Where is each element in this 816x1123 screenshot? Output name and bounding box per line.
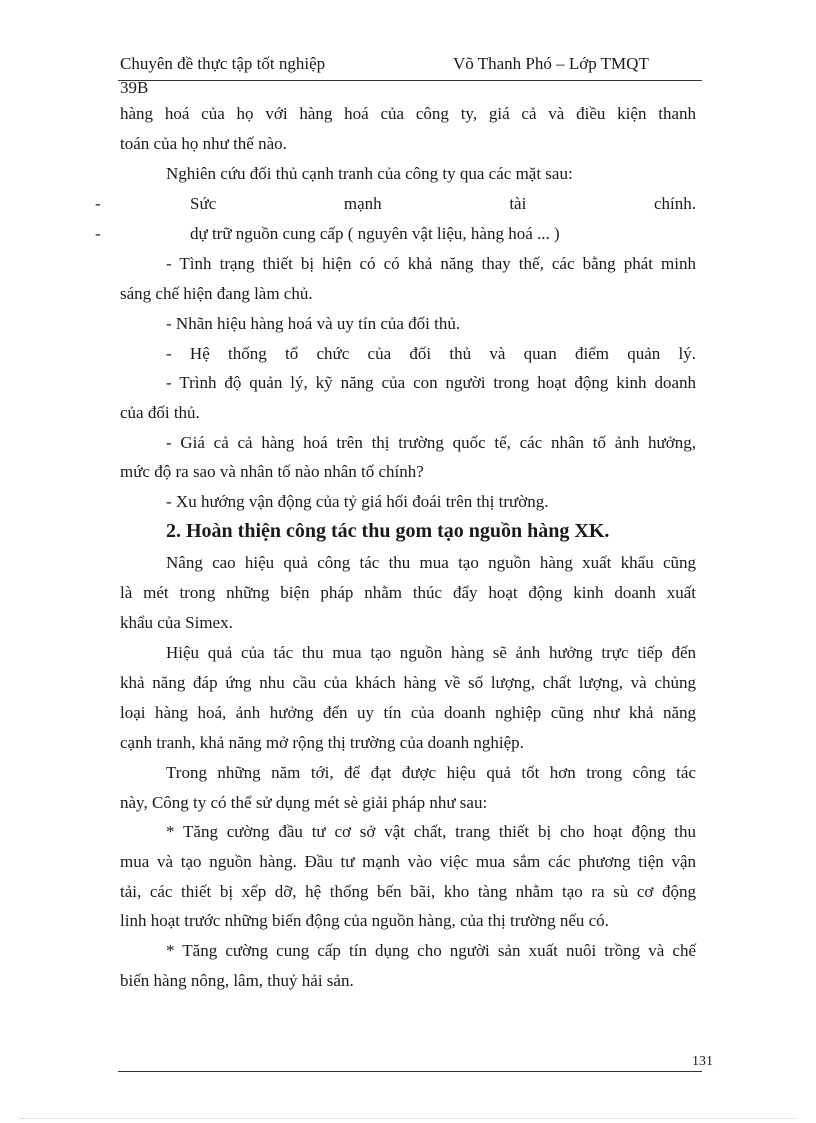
paragraph-line: Nâng cao hiệu quả công tác thu mua tạo nguồn hàng xuất khẩu cũng xyxy=(166,553,696,572)
list-item: - Nhãn hiệu hàng hoá và uy tín của đối thủ. xyxy=(166,314,461,333)
paragraph-line: này, Công ty có thể sử dụng mét sè giải pháp như sau: xyxy=(120,793,488,812)
paragraph-line: Trong những năm tới, để đạt được hiệu quả tốt hơn trong công tác xyxy=(166,763,696,782)
paragraph-line: * Tăng cường cung cấp tín dụng cho người sản xuất nuôi trồng và chế xyxy=(166,941,696,960)
paragraph-line: Nghiên cứu đối thủ cạnh tranh của công ty qua các mặt sau: xyxy=(166,164,573,183)
header-title: Chuyên đề thực tập tốt nghiệp xyxy=(120,54,326,73)
header-class-continuation: 39B xyxy=(120,78,149,97)
paragraph-line: tải, các thiết bị xếp dỡ, hệ thống bến bãi, kho tàng nhằm tạo ra sù cơ động xyxy=(120,882,696,901)
paragraph-line: của đối thủ. xyxy=(120,403,200,422)
list-item: dự trữ nguồn cung cấp ( nguyên vật liệu, hàng hoá ... ) xyxy=(190,224,560,243)
list-item: - Trình độ quản lý, kỹ năng của con người trong hoạt động kinh doanh xyxy=(166,373,696,392)
list-item: - Giá cả cả hàng hoá trên thị trường quốc tế, các nhân tố ảnh hưởng, xyxy=(166,433,696,452)
header-rule xyxy=(118,80,702,81)
footer-rule xyxy=(118,1071,702,1072)
list-item: - Hệ thống tổ chức của đối thủ và quan điểm quản lý. xyxy=(166,344,696,363)
paragraph-line: hàng hoá của họ với hàng hoá của công ty, giá cả và điều kiện thanh xyxy=(120,104,696,123)
paragraph-line: mua và tạo nguồn hàng. Đầu tư mạnh vào việc mua sắm các phương tiện vận xyxy=(120,852,696,871)
list-item: Sức mạnh tài chính. xyxy=(190,194,696,213)
paragraph-line: mức độ ra sao và nhân tố nào nhân tố chính? xyxy=(120,462,424,481)
paragraph-line: linh hoạt trước những biến động của nguồn hàng, của thị trường nếu có. xyxy=(120,911,609,930)
list-dash: - xyxy=(95,194,101,213)
header-author: Võ Thanh Phó – Lớp TMQT xyxy=(453,54,649,73)
paragraph-line: toán của họ như thế nào. xyxy=(120,134,287,153)
paragraph-line: cạnh tranh, khả năng mở rộng thị trường của doanh nghiệp. xyxy=(120,733,524,752)
paragraph-line: sáng chế hiện đang làm chủ. xyxy=(120,284,313,303)
paragraph-line: biến hàng nông, lâm, thuỷ hải sản. xyxy=(120,971,354,990)
list-dash: - xyxy=(95,224,101,243)
paragraph-line: loại hàng hoá, ảnh hưởng đến uy tín của doanh nghiệp cũng như khả năng xyxy=(120,703,696,722)
paragraph-line: là mét trong những biện pháp nhằm thúc đẩy hoạt động kinh doanh xuất xyxy=(120,583,696,602)
list-item: - Tình trạng thiết bị hiện có có khả năng thay thế, các bằng phát minh xyxy=(166,254,696,273)
paragraph-line: khả năng đáp ứng nhu cầu của khách hàng về số lượng, chất lượng, và chủng xyxy=(120,673,696,692)
page-number: 131 xyxy=(692,1054,713,1069)
section-heading: 2. Hoàn thiện công tác thu gom tạo nguồn hàng XK. xyxy=(166,520,610,542)
page-edge-dotted-line xyxy=(20,1118,796,1119)
paragraph-line: Hiệu quả của tác thu mua tạo nguồn hàng sẽ ảnh hưởng trực tiếp đến xyxy=(166,643,696,662)
list-item: - Xu hướng vận động của tỷ giá hối đoái trên thị trường. xyxy=(166,492,549,511)
paragraph-line: * Tăng cường đầu tư cơ sở vật chất, trang thiết bị cho hoạt động thu xyxy=(166,822,696,841)
paragraph-line: khẩu của Simex. xyxy=(120,613,233,632)
